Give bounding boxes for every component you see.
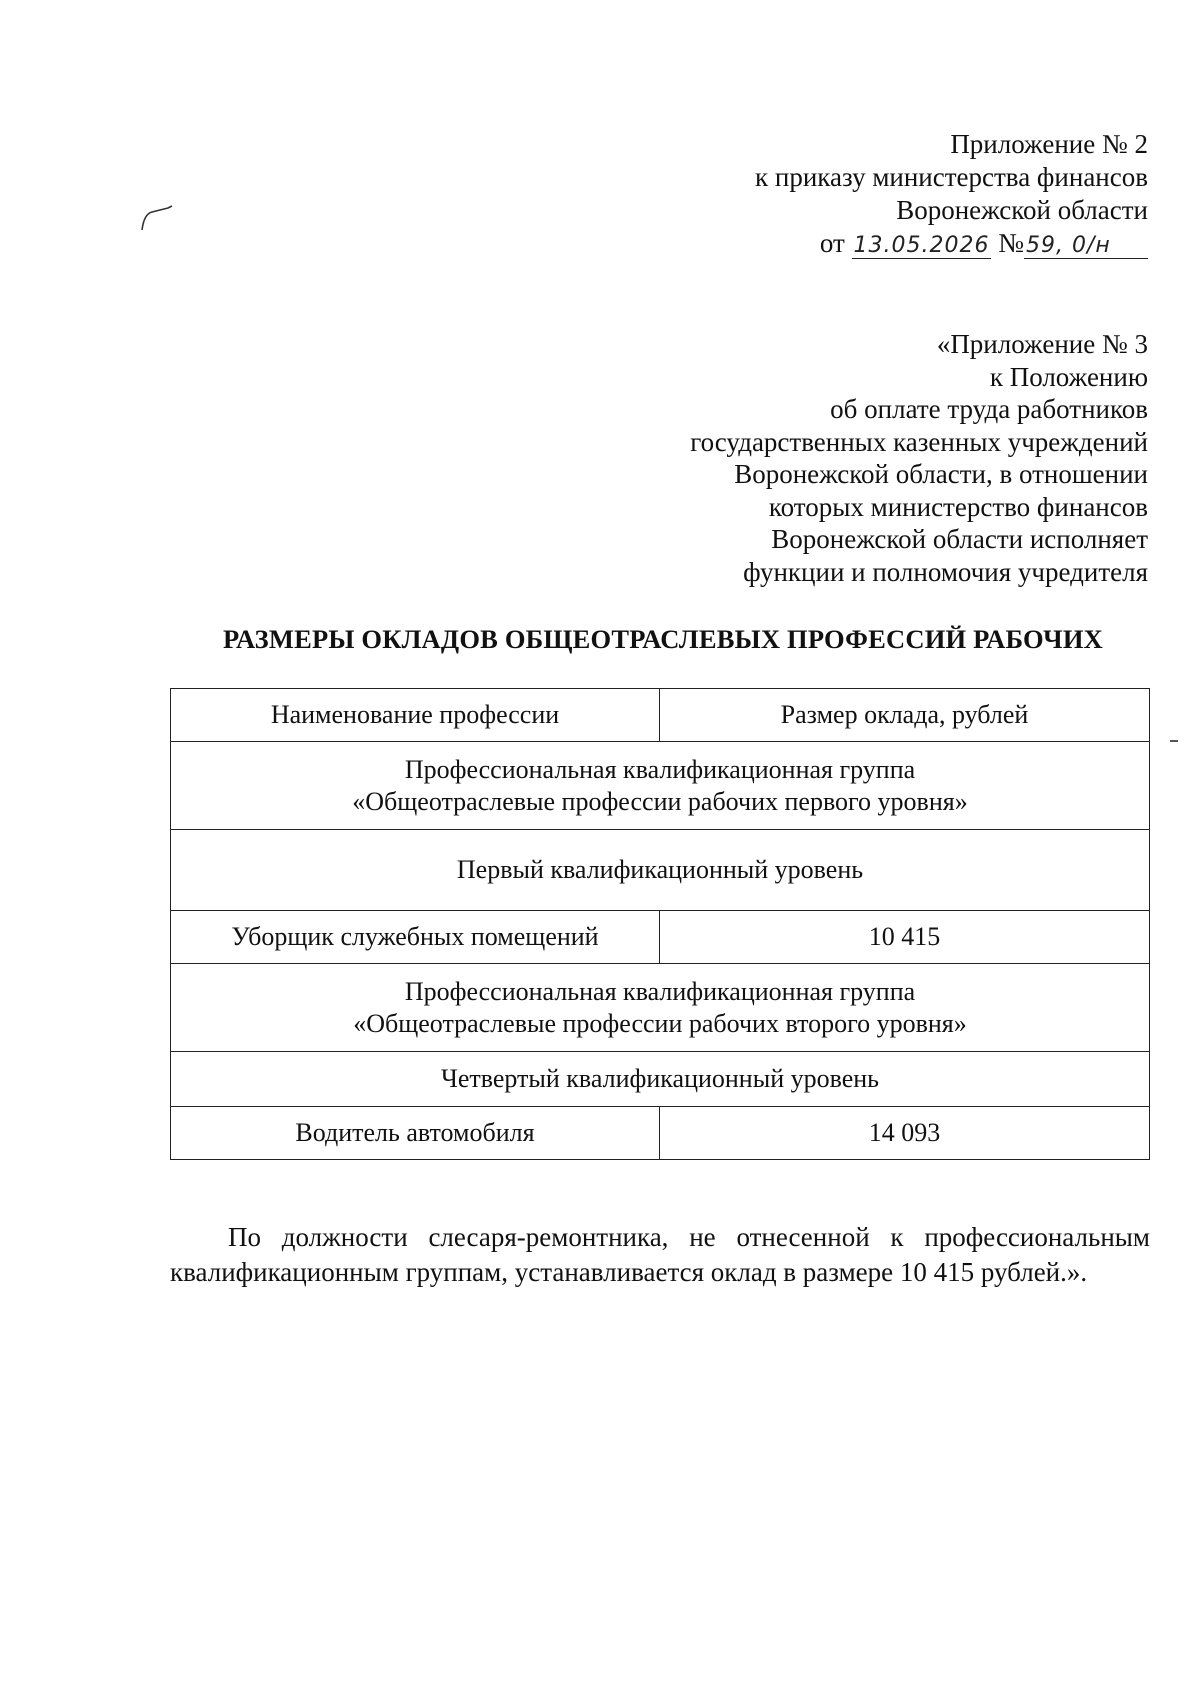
header-region: Воронежской области — [896, 195, 1148, 225]
level-cell: Четвертый квалификационный уровень — [171, 1052, 1150, 1107]
header-date-number-line — [755, 227, 1148, 260]
group-row — [171, 742, 1150, 830]
header-annex-number: Приложение № 2 — [950, 129, 1148, 159]
table-row — [171, 911, 1150, 964]
group-row — [171, 964, 1150, 1052]
table-header-row — [171, 689, 1150, 742]
annex-line: функции и полномочия учредителя — [743, 556, 1148, 587]
annex-header — [690, 328, 1148, 588]
table-row — [171, 1107, 1150, 1160]
level-cell: Первый квалификационный уровень — [171, 830, 1150, 911]
level-row — [171, 830, 1150, 911]
profession-cell: Водитель автомобиля — [171, 1107, 660, 1160]
from-label: от — [819, 228, 845, 258]
handwritten-mark — [138, 204, 178, 234]
level-row — [171, 1052, 1150, 1107]
group-cell — [171, 742, 1150, 830]
footnote-paragraph: По должности слесаря-ремонтника, не отнесенной к профессиональным квалификационным группам, устанавливается оклад в размере 10 415 рублей.». — [170, 1222, 1150, 1287]
margin-dash — [1170, 740, 1178, 742]
group-name: «Общеотраслевые профессии рабочих первого уровня» — [352, 786, 968, 816]
handwritten-order-number: 59, 0/н — [1024, 234, 1148, 259]
group-title: Профессиональная квалификационная группа — [404, 754, 916, 784]
group-name: «Общеотраслевые профессии рабочих второго уровня» — [353, 1008, 967, 1038]
annex-line: государственных казенных учреждений — [690, 426, 1148, 457]
annex-line: «Приложение № 3 — [936, 329, 1148, 359]
salary-cell: 10 415 — [660, 911, 1150, 964]
salary-table — [170, 688, 1150, 1160]
handwritten-date: 13.05.2026 — [853, 233, 990, 258]
annex-line: Воронежской области, в отношении — [734, 459, 1148, 489]
annex-line: Воронежской области исполняет — [771, 524, 1148, 554]
number-sign: № — [998, 228, 1024, 258]
annex-line: к Положению — [989, 361, 1148, 392]
group-title: Профессиональная квалификационная группа — [404, 976, 916, 1006]
annex-line: об оплате труда работников — [830, 394, 1148, 424]
salary-cell: 14 093 — [660, 1107, 1150, 1160]
annex-line: которых министерство финансов — [768, 491, 1148, 522]
profession-cell: Уборщик служебных помещений — [171, 911, 660, 964]
column-header-salary: Размер оклада, рублей — [660, 689, 1150, 742]
group-cell — [171, 964, 1150, 1052]
header-order-reference: к приказу министерства финансов — [755, 162, 1148, 192]
order-header — [755, 128, 1148, 260]
column-header-profession: Наименование профессии — [171, 689, 660, 742]
document-title: РАЗМЕРЫ ОКЛАДОВ ОБЩЕОТРАСЛЕВЫХ ПРОФЕССИЙ РАБОЧИХ — [223, 624, 1103, 654]
